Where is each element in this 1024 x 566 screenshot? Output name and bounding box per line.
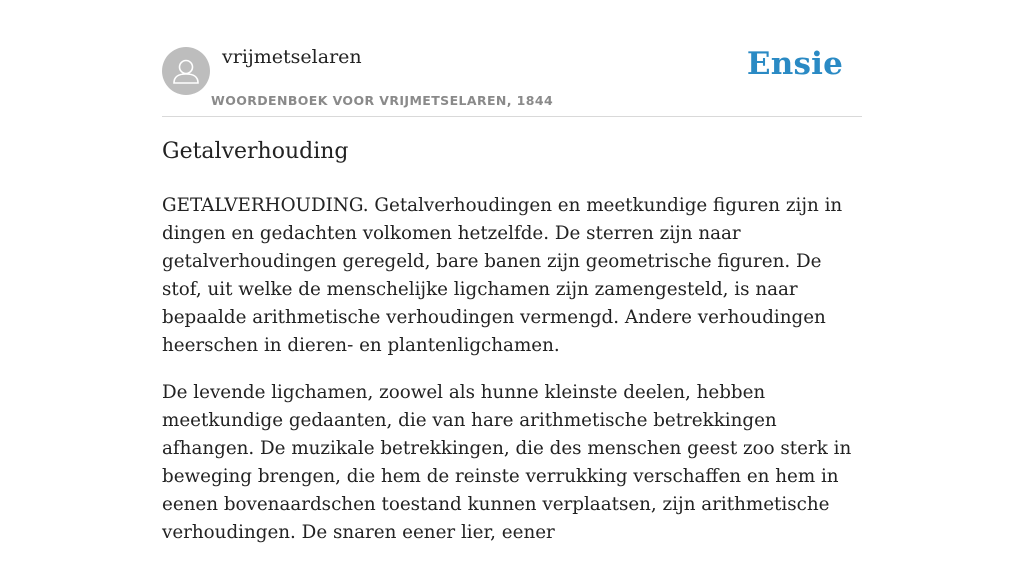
paragraph: GETALVERHOUDING. Getalverhoudingen en meetkundige figuren zijn in dingen en gedachten volkomen hetzelfde. De sterren zijn naar getalverhoudingen geregeld, bare banen zijn geometrische figuren. De stof, uit welke de menschelijke ligchamen zijn zamengesteld, is naar bepaalde arithmetische verhoudingen vermengd. Andere verhoudingen heerschen in dieren- en plantenligchamen. — [162, 195, 843, 356]
author-avatar-icon[interactable] — [162, 47, 210, 95]
article-body — [162, 192, 862, 566]
source-label: WOORDENBOEK VOOR VRIJMETSELAREN, 1844 — [211, 93, 554, 108]
paragraph: De levende ligchamen, zoowel als hunne kleinste deelen, hebben meetkundige gedaanten, die van hare arithmetische betrekkingen afhangen. De muzikale betrekkingen, die des menschen geest zoo sterk in beweging brengen, die hem de reinste verrukking verschaffen en hem in eenen bovenaardschen toestand kunnen verplaatsen, zijn arithmetische verhoudingen. De snaren eener lier, eener — [162, 382, 852, 543]
article-title: Getalverhouding — [162, 139, 349, 164]
ensie-logo[interactable]: Ensie — [746, 46, 843, 82]
article-container — [162, 0, 862, 543]
author-link[interactable]: vrijmetselaren — [222, 46, 362, 68]
article-header — [162, 0, 862, 117]
